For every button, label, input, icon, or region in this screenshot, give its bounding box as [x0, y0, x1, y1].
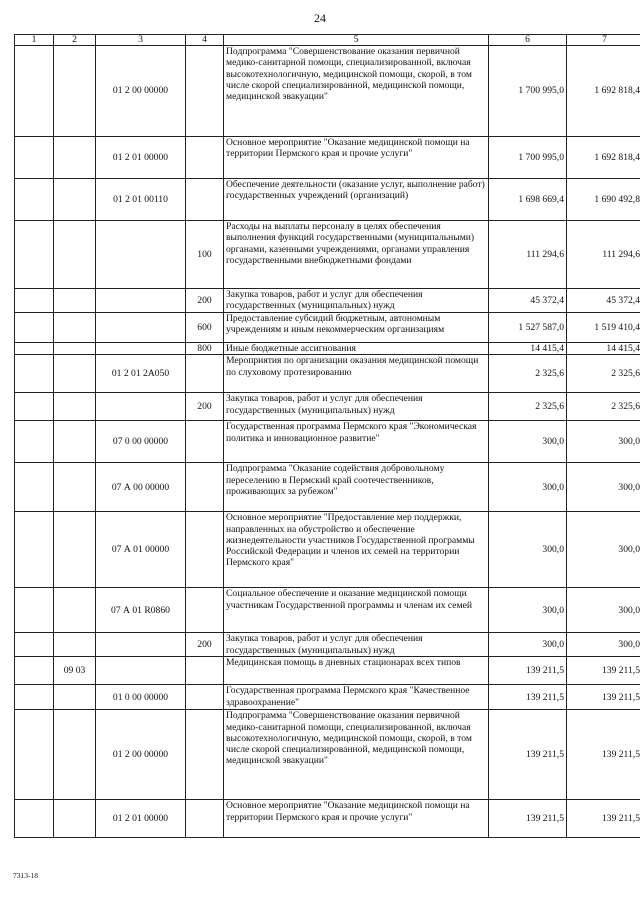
expense-type-cell: [186, 800, 224, 838]
expense-type-cell: 200: [186, 633, 224, 657]
expense-type-cell: [186, 588, 224, 633]
section-cell: [15, 710, 54, 800]
target-article-cell: 07 А 01 00000: [96, 512, 186, 588]
table-row: [15, 685, 640, 710]
section-cell: [15, 46, 54, 137]
amount-col6-cell: 1 700 995,0: [489, 46, 567, 137]
amount-col6-cell: 300,0: [489, 463, 567, 512]
expense-type-cell: [186, 421, 224, 463]
description-cell: Государственная программа Пермского края "Экономическая политика и инновационное развитие": [224, 421, 489, 463]
expense-type-cell: [186, 355, 224, 393]
description-cell: Подпрограмма "Совершенствование оказания первичной медико-санитарной помощи, специализированной, включая высокотехнологичную, медицинской помощи, скорой, в том числе скорой специализированной, медицинской помощи, медицинской эвакуации": [224, 46, 489, 137]
amount-col6-cell: 300,0: [489, 633, 567, 657]
section-cell: [15, 355, 54, 393]
table-row: [15, 710, 640, 800]
subsection-cell: [54, 137, 96, 179]
section-cell: [15, 800, 54, 838]
section-cell: [15, 421, 54, 463]
table-row: [15, 313, 640, 343]
target-article-cell: 07 0 00 00000: [96, 421, 186, 463]
description-cell: Государственная программа Пермского края "Качественное здравоохранение": [224, 685, 489, 710]
amount-col7-cell: 139 211,5: [567, 657, 640, 685]
amount-col6-cell: 111 294,6: [489, 221, 567, 289]
table-row: [15, 343, 640, 355]
section-cell: [15, 463, 54, 512]
table-row: [15, 179, 640, 221]
target-article-cell: [96, 657, 186, 685]
expense-type-cell: 100: [186, 221, 224, 289]
subsection-cell: [54, 46, 96, 137]
amount-col6-cell: 1 698 669,4: [489, 179, 567, 221]
amount-col7-cell: 1 692 818,4: [567, 137, 640, 179]
section-cell: [15, 289, 54, 313]
target-article-cell: 01 2 01 00000: [96, 800, 186, 838]
amount-col7-cell: 139 211,5: [567, 800, 640, 838]
target-article-cell: 07 А 01 R0860: [96, 588, 186, 633]
description-cell: Иные бюджетные ассигнования: [224, 343, 489, 355]
description-cell: Медицинская помощь в дневных стационарах всех типов: [224, 657, 489, 685]
target-article-cell: [96, 289, 186, 313]
amount-col6-cell: 300,0: [489, 421, 567, 463]
amount-col6-cell: 14 415,4: [489, 343, 567, 355]
section-cell: [15, 657, 54, 685]
column-header: 5: [224, 35, 489, 46]
description-cell: Предоставление субсидий бюджетным, автономным учреждениям и иным некоммерческим организациям: [224, 313, 489, 343]
amount-col7-cell: 1 692 818,4: [567, 46, 640, 137]
table-row: [15, 289, 640, 313]
description-cell: Мероприятия по организации оказания медицинской помощи по слуховому протезированию: [224, 355, 489, 393]
table-row: [15, 633, 640, 657]
section-cell: [15, 633, 54, 657]
target-article-cell: 01 2 01 00110: [96, 179, 186, 221]
expense-type-cell: [186, 685, 224, 710]
amount-col7-cell: 1 690 492,8: [567, 179, 640, 221]
table-row: [15, 421, 640, 463]
budget-table: [14, 34, 640, 838]
amount-col6-cell: 45 372,4: [489, 289, 567, 313]
expense-type-cell: 200: [186, 393, 224, 421]
description-cell: Закупка товаров, работ и услуг для обеспечения государственных (муниципальных) нужд: [224, 393, 489, 421]
description-cell: Закупка товаров, работ и услуг для обеспечения государственных (муниципальных) нужд: [224, 289, 489, 313]
subsection-cell: [54, 343, 96, 355]
target-article-cell: 01 2 01 00000: [96, 137, 186, 179]
table-row: [15, 657, 640, 685]
table-row: [15, 355, 640, 393]
target-article-cell: [96, 343, 186, 355]
table-row: [15, 512, 640, 588]
footer-code: 7313-18: [13, 871, 38, 880]
subsection-cell: [54, 800, 96, 838]
target-article-cell: 07 А 00 00000: [96, 463, 186, 512]
section-cell: [15, 343, 54, 355]
subsection-cell: [54, 393, 96, 421]
amount-col6-cell: 139 211,5: [489, 710, 567, 800]
amount-col7-cell: 2 325,6: [567, 355, 640, 393]
description-cell: Социальное обеспечение и оказание медицинской помощи участникам Государственной программы и членам их семей: [224, 588, 489, 633]
section-cell: [15, 393, 54, 421]
description-cell: Расходы на выплаты персоналу в целях обеспечения выполнения функций государственными (муниципальными) органами, казенными учреждениями, органами управления государственными внебюджетными фондами: [224, 221, 489, 289]
expense-type-cell: [186, 657, 224, 685]
amount-col7-cell: 45 372,4: [567, 289, 640, 313]
amount-col7-cell: 2 325,6: [567, 393, 640, 421]
expense-type-cell: 600: [186, 313, 224, 343]
amount-col6-cell: 139 211,5: [489, 657, 567, 685]
table-row: [15, 463, 640, 512]
description-cell: Закупка товаров, работ и услуг для обеспечения государственных (муниципальных) нужд: [224, 633, 489, 657]
target-article-cell: 01 2 00 00000: [96, 710, 186, 800]
amount-col6-cell: 1 527 587,0: [489, 313, 567, 343]
section-cell: [15, 137, 54, 179]
target-article-cell: [96, 313, 186, 343]
column-header: 1: [15, 35, 54, 46]
table-row: [15, 800, 640, 838]
target-article-cell: 01 2 01 2А050: [96, 355, 186, 393]
target-article-cell: [96, 221, 186, 289]
page-number: 24: [314, 11, 326, 25]
column-header: 6: [489, 35, 567, 46]
amount-col7-cell: 300,0: [567, 463, 640, 512]
target-article-cell: 01 2 00 00000: [96, 46, 186, 137]
amount-col6-cell: 300,0: [489, 512, 567, 588]
subsection-cell: [54, 710, 96, 800]
section-cell: [15, 685, 54, 710]
amount-col6-cell: 300,0: [489, 588, 567, 633]
subsection-cell: [54, 313, 96, 343]
amount-col7-cell: 300,0: [567, 633, 640, 657]
amount-col7-cell: 139 211,5: [567, 710, 640, 800]
column-header: 4: [186, 35, 224, 46]
amount-col6-cell: 2 325,6: [489, 355, 567, 393]
description-cell: Основное мероприятие "Оказание медицинской помощи на территории Пермского края и прочие услуги": [224, 800, 489, 838]
subsection-cell: [54, 421, 96, 463]
subsection-cell: [54, 463, 96, 512]
amount-col7-cell: 111 294,6: [567, 221, 640, 289]
amount-col7-cell: 300,0: [567, 421, 640, 463]
column-header: 7: [567, 35, 640, 46]
subsection-cell: [54, 685, 96, 710]
amount-col7-cell: 139 211,5: [567, 685, 640, 710]
column-header: 2: [54, 35, 96, 46]
table-row: [15, 588, 640, 633]
amount-col6-cell: 2 325,6: [489, 393, 567, 421]
description-cell: Основное мероприятие "Предоставление мер поддержки, направленных на обустройство и обеспечение жизнедеятельности участников Государственной программы Российской Федерации и членов их семей на территории Пермского края": [224, 512, 489, 588]
table-row: [15, 221, 640, 289]
expense-type-cell: [186, 512, 224, 588]
expense-type-cell: [186, 710, 224, 800]
target-article-cell: [96, 393, 186, 421]
section-cell: [15, 588, 54, 633]
amount-col7-cell: 1 519 410,4: [567, 313, 640, 343]
expense-type-cell: [186, 463, 224, 512]
column-number-row: [15, 35, 640, 46]
description-cell: Подпрограмма "Оказание содействия добровольному переселению в Пермский край соотечественников, проживающих за рубежом": [224, 463, 489, 512]
subsection-cell: [54, 512, 96, 588]
description-cell: Основное мероприятие "Оказание медицинской помощи на территории Пермского края и прочие услуги": [224, 137, 489, 179]
table-row: [15, 393, 640, 421]
amount-col6-cell: 139 211,5: [489, 685, 567, 710]
expense-type-cell: 200: [186, 289, 224, 313]
amount-col7-cell: 14 415,4: [567, 343, 640, 355]
subsection-cell: [54, 355, 96, 393]
expense-type-cell: [186, 46, 224, 137]
amount-col7-cell: 300,0: [567, 588, 640, 633]
subsection-cell: 09 03: [54, 657, 96, 685]
section-cell: [15, 179, 54, 221]
subsection-cell: [54, 221, 96, 289]
expense-type-cell: 800: [186, 343, 224, 355]
column-header: 3: [96, 35, 186, 46]
target-article-cell: [96, 633, 186, 657]
expense-type-cell: [186, 137, 224, 179]
section-cell: [15, 313, 54, 343]
subsection-cell: [54, 179, 96, 221]
description-cell: Подпрограмма "Совершенствование оказания первичной медико-санитарной помощи, специализированной, включая высокотехнологичную, медицинской помощи, скорой, в том числе скорой специализированной, медицинской помощи, медицинской эвакуации": [224, 710, 489, 800]
table-row: [15, 46, 640, 137]
amount-col6-cell: 1 700 995,0: [489, 137, 567, 179]
amount-col6-cell: 139 211,5: [489, 800, 567, 838]
subsection-cell: [54, 588, 96, 633]
description-cell: Обеспечение деятельности (оказание услуг, выполнение работ) государственных учреждений (организаций): [224, 179, 489, 221]
amount-col7-cell: 300,0: [567, 512, 640, 588]
table-row: [15, 137, 640, 179]
section-cell: [15, 221, 54, 289]
target-article-cell: 01 0 00 00000: [96, 685, 186, 710]
subsection-cell: [54, 633, 96, 657]
section-cell: [15, 512, 54, 588]
subsection-cell: [54, 289, 96, 313]
expense-type-cell: [186, 179, 224, 221]
